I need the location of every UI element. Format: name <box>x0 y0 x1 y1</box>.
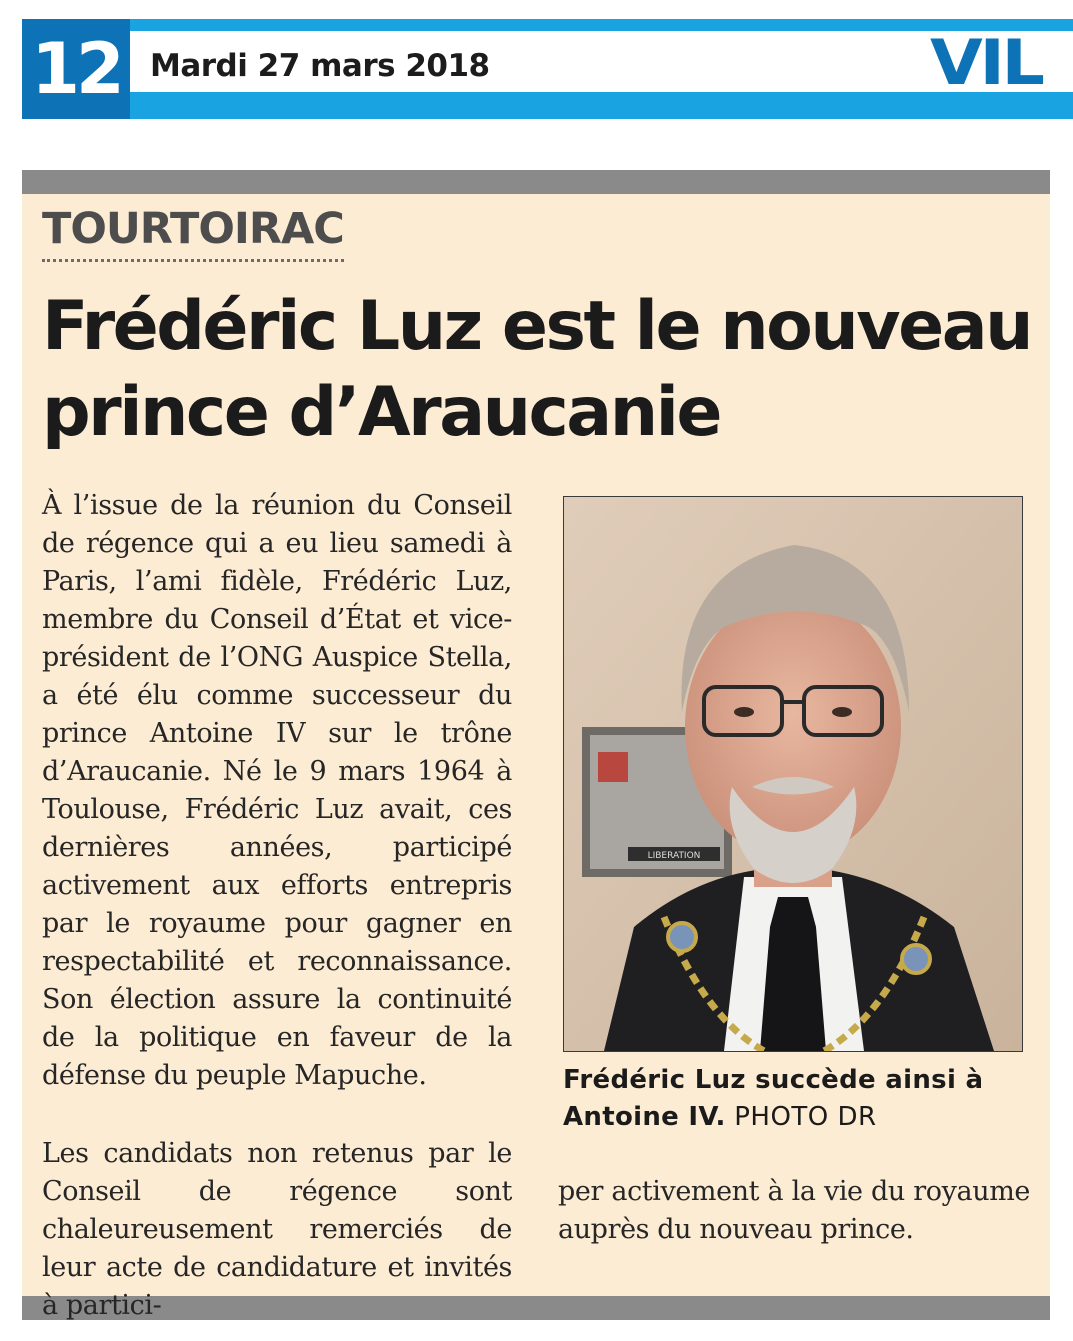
article-body-column-1-continued <box>42 1135 512 1325</box>
article-paragraph-1: À l’issue de la réunion du Conseil de régence qui a eu lieu samedi à Paris, l’ami fidèle, Frédéric Luz, membre du Conseil d’État et vice-président de l’ONG Auspice Stella, a été élu comme successeur du prince Antoine IV sur le trône d’Araucanie. Né le 9 mars 1964 à Toulouse, Frédéric Luz avait, ces dernières années, participé activement aux efforts entrepris par le royaume pour gagner en respectabilité et reconnaissance. Son élection assure la continuité de la politique en faveur de la défense du peuple Mapuche. <box>42 490 512 1091</box>
portrait-photo <box>563 496 1023 1052</box>
header-bottom-rule <box>22 92 1073 119</box>
section-tag <box>930 34 1073 92</box>
article-body-column-1 <box>42 487 512 1095</box>
photo-caption <box>563 1062 1033 1136</box>
header-top-rule <box>22 19 1073 31</box>
page-number: 12 <box>31 28 121 110</box>
caption-main: Frédéric Luz succède ainsi à Antoine IV. <box>563 1065 984 1132</box>
article-paragraph-2-part-1: Les candidats non retenus par le Conseil de régence sont chaleureusement remerciés de leur acte de candidature et invités à partici- <box>42 1138 512 1321</box>
issue-date: Mardi 27 mars 2018 <box>150 48 490 84</box>
panel-top-bar <box>22 170 1050 194</box>
article-kicker: TOURTOIRAC <box>42 204 344 254</box>
caption-credit: PHOTO DR <box>734 1102 877 1132</box>
article-paragraph-2-part-2: per activement à la vie du royaume auprès du nouveau prince. <box>558 1176 1030 1245</box>
portrait-illustration <box>564 497 1022 1051</box>
headline-line-1: Frédéric Luz est le nouveau <box>42 287 1032 366</box>
photo-sign-text: LIBERATION <box>647 851 701 861</box>
article-headline <box>42 284 1042 456</box>
article-body-column-2 <box>558 1173 1030 1249</box>
kicker-dotted-rule <box>42 259 344 262</box>
section-tag-text: VIL <box>930 34 1042 92</box>
headline-line-2: prince d’Araucanie <box>42 373 721 452</box>
